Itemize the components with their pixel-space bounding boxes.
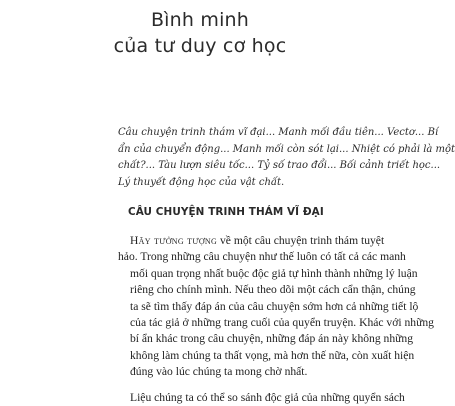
body-paragraph — [118, 233, 434, 381]
body-line: hảo. Trong những câu chuyện như thế luôn có tất cả các manh — [118, 250, 406, 264]
summary-line: chất?... Tàu lượn siêu tốc... Tỷ số trao đổi... Bối cảnh triết học... — [118, 160, 441, 172]
summary-line: Lý thuyết động học của vật chất. — [118, 176, 285, 188]
body-line: đúng vào lúc chúng ta mong chờ nhất. — [130, 365, 308, 379]
summary-line: ẩn của chuyển động... Manh mối còn sót lại... Nhiệt có phải là một — [118, 143, 455, 155]
body-line: bí ẩn khác trong câu chuyện, những đáp án này không những — [130, 332, 414, 346]
body-line: của tác giả ở những trang cuối của quyển truyện. Khác với những — [130, 316, 434, 330]
body-line-first — [118, 233, 388, 249]
chapter-summary — [118, 125, 455, 191]
body-line: không làm chúng ta thất vọng, mà hơn thế nữa, còn xuất hiện — [130, 348, 415, 362]
summary-line: Câu chuyện trinh thám vĩ đại... Manh mối đầu tiên... Vectơ... Bí — [118, 127, 439, 138]
cut-off-line — [118, 391, 405, 404]
section-heading: CÂU CHUYỆN TRINH THÁM VĨ ĐẠI — [128, 206, 324, 218]
cut-off-line-text: Liệu chúng ta có thể so sánh độc giả của những quyển sách — [130, 391, 405, 404]
body-line: ta sẽ tìm thấy đáp án của câu chuyện sớm hơn cả những tiết lộ — [130, 299, 419, 313]
body-line: riêng cho chính mình. Nếu theo dõi một cách cẩn thận, chúng — [130, 283, 416, 297]
chapter-title-line1: Bình minh — [150, 9, 250, 31]
lead-in-small-caps: Hãy tưởng tượng — [130, 234, 218, 247]
first-line-rest: về một câu chuyện trinh thám tuyệt — [217, 234, 385, 247]
chapter-title-line2: của tư duy cơ học — [113, 35, 287, 57]
body-line: mối quan trọng nhất buộc độc giả tự hình thành những lý luận — [130, 266, 418, 280]
